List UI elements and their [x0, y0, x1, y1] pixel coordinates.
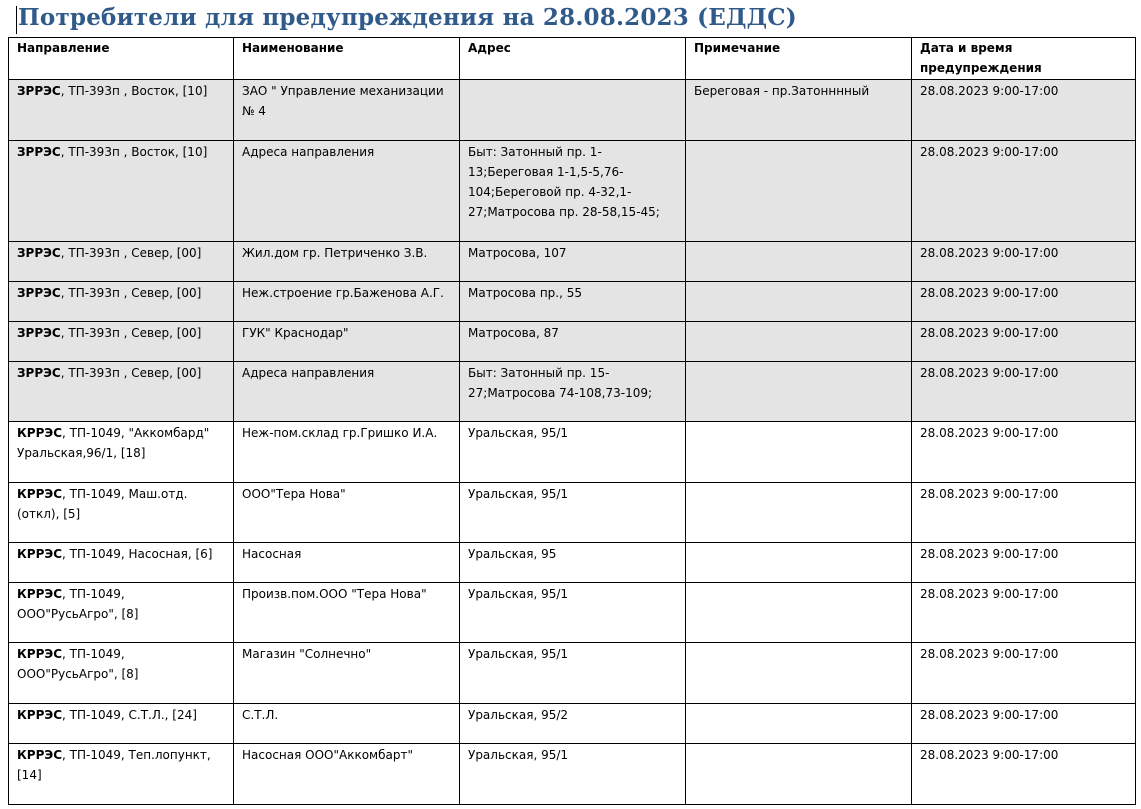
cell-direction	[9, 542, 234, 582]
res-code: ЗРРЭС	[17, 325, 61, 340]
cell-direction	[9, 703, 234, 743]
cell-name: ЗАО " Управление механизации № 4	[234, 79, 460, 140]
res-code: ЗРРЭС	[17, 144, 61, 159]
header-address: Адрес	[460, 38, 686, 80]
cell-direction	[9, 321, 234, 361]
table-row	[9, 703, 1136, 743]
table-row	[9, 582, 1136, 642]
direction-text: , ТП-393п , Восток, [10]	[60, 144, 208, 159]
cell-address: Уральская, 95/2	[460, 703, 686, 743]
table-row	[9, 79, 1136, 140]
cell-note	[686, 642, 912, 703]
res-code: ЗРРЭС	[17, 245, 61, 260]
cell-name: Адреса направления	[234, 361, 460, 421]
res-code: КРРЭС	[17, 486, 63, 501]
cell-address: Матросова пр., 55	[460, 281, 686, 321]
cell-datetime: 28.08.2023 9:00-17:00	[912, 582, 1136, 642]
table-row	[9, 743, 1136, 804]
cell-note	[686, 421, 912, 482]
cell-datetime: 28.08.2023 9:00-17:00	[912, 281, 1136, 321]
cell-address: Уральская, 95/1	[460, 642, 686, 703]
cell-direction	[9, 281, 234, 321]
direction-text: , ТП-1049, Насосная, [6]	[62, 546, 213, 561]
res-code: ЗРРЭС	[17, 83, 61, 98]
cell-note	[686, 140, 912, 241]
consumers-table	[8, 37, 1136, 805]
cell-datetime: 28.08.2023 9:00-17:00	[912, 703, 1136, 743]
cell-address	[460, 79, 686, 140]
cell-datetime: 28.08.2023 9:00-17:00	[912, 482, 1136, 542]
cell-direction	[9, 361, 234, 421]
cell-note	[686, 281, 912, 321]
direction-text: , ТП-393п , Север, [00]	[60, 245, 202, 260]
cell-address: Матросова, 87	[460, 321, 686, 361]
cell-name: Произв.пом.ООО "Тера Нова"	[234, 582, 460, 642]
cell-note	[686, 542, 912, 582]
cell-address: Матросова, 107	[460, 241, 686, 281]
table-row	[9, 421, 1136, 482]
direction-text: , ТП-1049, Теп.лопункт, [14]	[17, 747, 211, 782]
text-cursor	[16, 6, 17, 34]
cell-datetime: 28.08.2023 9:00-17:00	[912, 542, 1136, 582]
res-code: КРРЭС	[17, 747, 63, 762]
table-row	[9, 321, 1136, 361]
cell-direction	[9, 241, 234, 281]
cell-datetime: 28.08.2023 9:00-17:00	[912, 421, 1136, 482]
table-row	[9, 482, 1136, 542]
cell-note	[686, 241, 912, 281]
direction-text: , ТП-1049, "Аккомбард" Уральская,96/1, [18]	[17, 425, 210, 460]
cell-name: С.Т.Л.	[234, 703, 460, 743]
table-row	[9, 361, 1136, 421]
cell-address: Уральская, 95/1	[460, 743, 686, 804]
cell-direction	[9, 140, 234, 241]
table-row	[9, 241, 1136, 281]
direction-text: , ТП-393п , Восток, [10]	[60, 83, 208, 98]
cell-direction	[9, 582, 234, 642]
direction-text: , ТП-1049, С.Т.Л., [24]	[62, 707, 197, 722]
cell-datetime: 28.08.2023 9:00-17:00	[912, 241, 1136, 281]
cell-address: Уральская, 95/1	[460, 582, 686, 642]
cell-direction	[9, 79, 234, 140]
header-name: Наименование	[234, 38, 460, 80]
table-row	[9, 642, 1136, 703]
cell-name: ООО"Тера Нова"	[234, 482, 460, 542]
header-direction: Направление	[9, 38, 234, 80]
cell-note	[686, 703, 912, 743]
res-code: КРРЭС	[17, 425, 63, 440]
table-row	[9, 542, 1136, 582]
cell-address: Быт: Затонный пр. 1-13;Береговая 1-1,5-5,76-104;Береговой пр. 4-32,1-27;Матросова пр. 28-58,15-45;	[460, 140, 686, 241]
cell-direction	[9, 482, 234, 542]
table-body	[9, 79, 1136, 804]
cell-direction	[9, 421, 234, 482]
header-note: Примечание	[686, 38, 912, 80]
header-datetime: Дата и время предупреждения	[912, 38, 1136, 80]
cell-name: Жил.дом гр. Петриченко З.В.	[234, 241, 460, 281]
res-code: ЗРРЭС	[17, 365, 61, 380]
cell-note	[686, 361, 912, 421]
cell-name: Неж-пом.склад гр.Гришко И.А.	[234, 421, 460, 482]
table-header-row	[9, 38, 1136, 80]
cell-name: Неж.строение гр.Баженова А.Г.	[234, 281, 460, 321]
cell-datetime: 28.08.2023 9:00-17:00	[912, 642, 1136, 703]
cell-address: Уральская, 95/1	[460, 482, 686, 542]
res-code: ЗРРЭС	[17, 285, 61, 300]
cell-name: Насосная ООО"Аккомбарт"	[234, 743, 460, 804]
cell-address: Уральская, 95/1	[460, 421, 686, 482]
cell-name: Магазин "Солнечно"	[234, 642, 460, 703]
table-row	[9, 281, 1136, 321]
direction-text: , ТП-1049, ООО"РусьАгро", [8]	[17, 586, 139, 621]
cell-address: Быт: Затонный пр. 15-27;Матросова 74-108,73-109;	[460, 361, 686, 421]
cell-direction	[9, 642, 234, 703]
res-code: КРРЭС	[17, 546, 63, 561]
cell-address: Уральская, 95	[460, 542, 686, 582]
cell-note	[686, 582, 912, 642]
cell-name: ГУК" Краснодар"	[234, 321, 460, 361]
cell-note	[686, 743, 912, 804]
cell-note: Береговая - пр.Затонннный	[686, 79, 912, 140]
direction-text: , ТП-393п , Север, [00]	[60, 285, 202, 300]
direction-text: , ТП-393п , Север, [00]	[60, 365, 202, 380]
table-row	[9, 140, 1136, 241]
cell-datetime: 28.08.2023 9:00-17:00	[912, 79, 1136, 140]
direction-text: , ТП-1049, ООО"РусьАгро", [8]	[17, 646, 139, 681]
cell-note	[686, 482, 912, 542]
page-title: Потребители для предупреждения на 28.08.2023 (ЕДДС)	[18, 4, 797, 31]
cell-datetime: 28.08.2023 9:00-17:00	[912, 140, 1136, 241]
cell-datetime: 28.08.2023 9:00-17:00	[912, 321, 1136, 361]
cell-datetime: 28.08.2023 9:00-17:00	[912, 743, 1136, 804]
cell-datetime: 28.08.2023 9:00-17:00	[912, 361, 1136, 421]
cell-note	[686, 321, 912, 361]
res-code: КРРЭС	[17, 646, 63, 661]
direction-text: , ТП-1049, Маш.отд.(откл), [5]	[17, 486, 188, 521]
cell-name: Адреса направления	[234, 140, 460, 241]
res-code: КРРЭС	[17, 707, 63, 722]
cell-name: Насосная	[234, 542, 460, 582]
direction-text: , ТП-393п , Север, [00]	[60, 325, 202, 340]
res-code: КРРЭС	[17, 586, 63, 601]
cell-direction	[9, 743, 234, 804]
